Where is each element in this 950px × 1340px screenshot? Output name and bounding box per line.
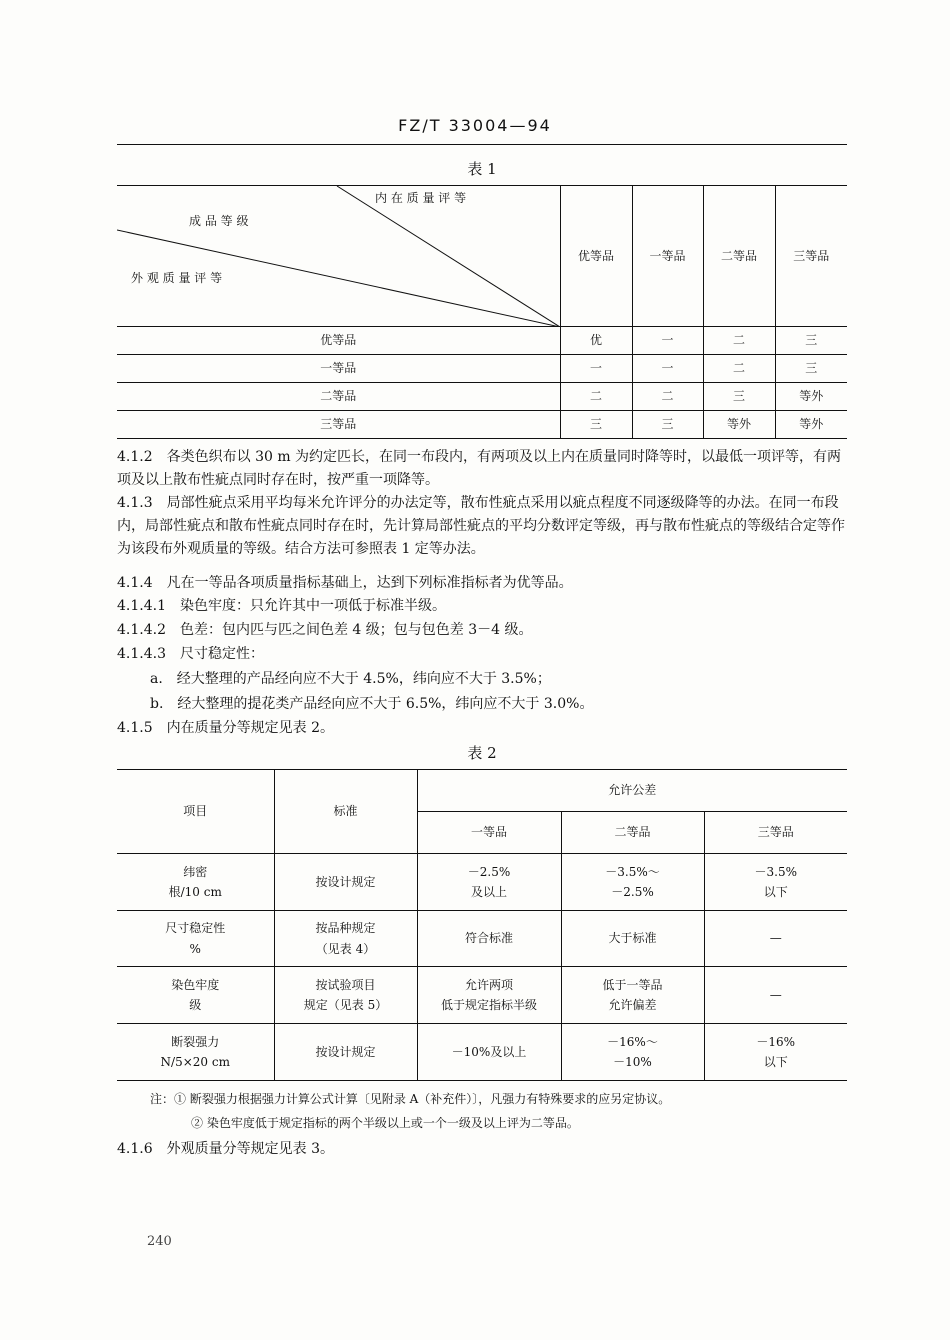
table-row xyxy=(117,854,847,911)
paragraph-4-1-4-3: 4.1.4.3 尺寸稳定性： xyxy=(117,646,264,662)
diag-label-inner: 内 在 质 量 评 等 xyxy=(375,191,467,205)
table2-grade2: －3.5%～ －2.5% xyxy=(561,854,704,911)
paragraph-4-1-3: 4.1.3 局部性疵点采用平均每米允许评分的办法定等，散布性疵点采用以疵点程度不同逐级降等的办法。在同一布段内，局部性疵点和散布性疵点同时存在时，先计算局部性疵点的平均分数评定等级，再与散布性疵点的等级结合定等作为该段布外观质量的等级。结合方法可参照表 1 定等办法。 xyxy=(117,495,845,557)
table1-cell: 三 xyxy=(775,327,847,355)
table1-cell: 二 xyxy=(703,327,775,355)
table2-standard: 按设计规定 xyxy=(274,1024,417,1081)
table1-cell: 三 xyxy=(632,411,703,439)
header-rule xyxy=(117,144,847,145)
note-1: 注：① 断裂强力根据强力计算公式计算〔见附录 A（补充件）〕，凡强力有特殊要求的应另定协议。 xyxy=(150,1092,671,1106)
table2-header-item: 项目 xyxy=(117,770,274,854)
table2-grade3: －16% 以下 xyxy=(704,1024,847,1081)
table-row xyxy=(117,967,847,1024)
table2-header-grade3: 三等品 xyxy=(704,812,847,854)
table1-cell: 二 xyxy=(703,355,775,383)
table1-cell: 三 xyxy=(703,383,775,411)
table-row xyxy=(117,355,847,383)
diagonal-lines xyxy=(117,186,560,327)
table1-cell: 三 xyxy=(560,411,632,439)
table2-item: 断裂强力 N/5×20 cm xyxy=(117,1024,274,1081)
table1-row-label: 二等品 xyxy=(117,383,560,411)
table1-cell: 等外 xyxy=(775,383,847,411)
table2-grade1: －10%及以上 xyxy=(417,1024,561,1081)
table1-diagonal-header xyxy=(117,186,560,327)
table1-cell: 二 xyxy=(560,383,632,411)
table2-grade2: －16%～ －10% xyxy=(561,1024,704,1081)
table1-cell: 优 xyxy=(560,327,632,355)
table-row xyxy=(117,383,847,411)
table2-item: 尺寸稳定性 % xyxy=(117,911,274,967)
table1-cell: 三 xyxy=(775,355,847,383)
paragraph-4-1-4-2: 4.1.4.2 色差：包内匹与匹之间色差 4 级；包与包色差 3－4 级。 xyxy=(117,622,533,638)
table2-grade1: 符合标准 xyxy=(417,911,561,967)
document-id: FZ/T 33004—94 xyxy=(398,116,552,135)
table2-caption: 表 2 xyxy=(467,744,497,762)
paragraph-4-1-5: 4.1.5 内在质量分等规定见表 2。 xyxy=(117,720,334,736)
table1-cell: 等外 xyxy=(703,411,775,439)
list-item-a: a. 经大整理的产品经向应不大于 4.5%，纬向应不大于 3.5%； xyxy=(150,671,551,687)
table2-item: 纬密 根/10 cm xyxy=(117,854,274,911)
table2-standard: 按品种规定 （见表 4） xyxy=(274,911,417,967)
table1-cell: 一 xyxy=(560,355,632,383)
table1-col-header: 一等品 xyxy=(632,186,703,327)
list-item-b: b. 经大整理的提花类产品经向应不大于 6.5%，纬向应不大于 3.0%。 xyxy=(150,696,594,712)
table2-item: 染色牢度 级 xyxy=(117,967,274,1024)
table2-grade1: －2.5% 及以上 xyxy=(417,854,561,911)
table-row xyxy=(117,911,847,967)
table1-col-header: 优等品 xyxy=(560,186,632,327)
table1-col-header: 二等品 xyxy=(703,186,775,327)
table-row xyxy=(117,411,847,439)
table-row xyxy=(117,1024,847,1081)
table1-caption: 表 1 xyxy=(467,160,497,178)
table2-header-standard: 标准 xyxy=(274,770,417,854)
table1 xyxy=(117,185,847,439)
table2-grade2: 低于一等品 允许偏差 xyxy=(561,967,704,1024)
table2-grade1: 允许两项 低于规定指标半级 xyxy=(417,967,561,1024)
table-row xyxy=(117,327,847,355)
paragraph-4-1-4-1: 4.1.4.1 染色牢度：只允许其中一项低于标准半级。 xyxy=(117,598,446,614)
diag-label-appearance: 外 观 质 量 评 等 xyxy=(131,271,223,285)
table1-row-label: 优等品 xyxy=(117,327,560,355)
paragraph-4-1-6: 4.1.6 外观质量分等规定见表 3。 xyxy=(117,1141,334,1157)
table2-standard: 按试验项目 规定（见表 5） xyxy=(274,967,417,1024)
note-2: ② 染色牢度低于规定指标的两个半级以上或一个一级及以上评为二等品。 xyxy=(191,1116,579,1130)
table1-col-header: 三等品 xyxy=(775,186,847,327)
table1-cell: 一 xyxy=(632,327,703,355)
table1-cell: 二 xyxy=(632,383,703,411)
table2-grade2: 大于标准 xyxy=(561,911,704,967)
paragraph-4-1-2: 4.1.2 各类色织布以 30 m 为约定匹长，在同一布段内，有两项及以上内在质量同时降等时，以最低一项评等，有两项及以上散布性疵点同时存在时，按严重一项降等。 xyxy=(117,449,842,488)
table2 xyxy=(117,769,847,1081)
table2-standard: 按设计规定 xyxy=(274,854,417,911)
table2-grade3: — xyxy=(704,911,847,967)
table2-header-grade2: 二等品 xyxy=(561,812,704,854)
page-number: 240 xyxy=(147,1234,172,1249)
paragraph-4-1-4: 4.1.4 凡在一等品各项质量指标基础上，达到下列标准指标者为优等品。 xyxy=(117,575,573,591)
table2-grade3: －3.5% 以下 xyxy=(704,854,847,911)
table1-row-label: 一等品 xyxy=(117,355,560,383)
table2-header-tolerance: 允许公差 xyxy=(417,770,847,812)
table2-header-grade1: 一等品 xyxy=(417,812,561,854)
diag-label-grade: 成 品 等 级 xyxy=(189,214,249,228)
table2-grade3: — xyxy=(704,967,847,1024)
table1-cell: 等外 xyxy=(775,411,847,439)
table1-cell: 一 xyxy=(632,355,703,383)
table1-row-label: 三等品 xyxy=(117,411,560,439)
